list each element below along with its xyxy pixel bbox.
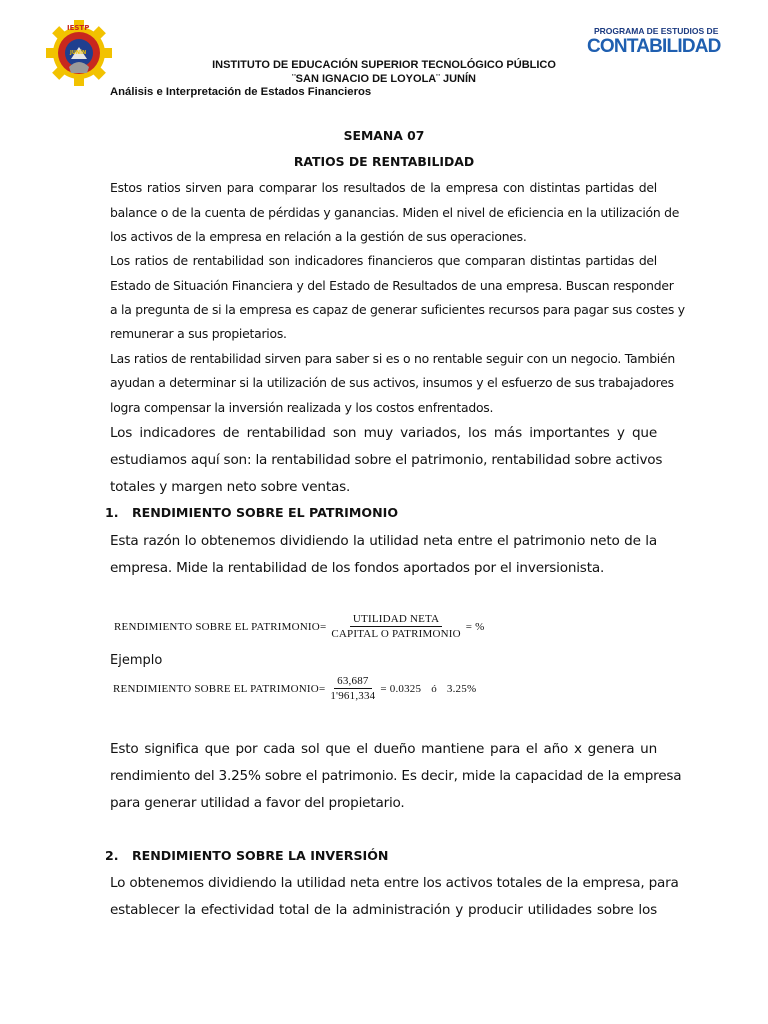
intro-line: balance o de la cuenta de pérdidas y ganancias. Miden el nivel de eficiencia en la utilización de bbox=[110, 205, 680, 220]
roe-example-percent: 3.25% bbox=[446, 682, 477, 695]
section-1-title: RENDIMIENTO SOBRE EL PATRIMONIO bbox=[131, 505, 399, 520]
roe-formula-numerator: UTILIDAD NETA bbox=[350, 613, 442, 627]
program-logo bbox=[584, 24, 724, 64]
roe-example-fraction bbox=[327, 675, 378, 702]
intro-line: ayudan a determinar si la utilización de sus activos, insumos y el esfuerzo de sus trabajadores bbox=[110, 375, 674, 390]
section-2-heading bbox=[105, 848, 388, 863]
intro-line: logra compensar la inversión realizada y los costos enfrentados. bbox=[110, 400, 494, 415]
section-2-title: RENDIMIENTO SOBRE LA INVERSIÓN bbox=[131, 848, 389, 863]
explanation-line: para generar utilidad a favor del propietario. bbox=[110, 795, 405, 811]
roe-formula-denominator: CAPITAL O PATRIMONIO bbox=[331, 628, 461, 640]
explanation-line: Esto significa que por cada sol que el dueño mantiene para el año x genera un bbox=[110, 741, 657, 757]
intro-line: Los ratios de rentabilidad son indicadores financieros que comparan distintas partidas del bbox=[110, 253, 657, 268]
roe-formula bbox=[114, 613, 485, 640]
intro-line: los activos de la empresa en relación a la gestión de sus operaciones. bbox=[110, 229, 527, 244]
indicators-line: estudiamos aquí son: la rentabilidad sobre el patrimonio, rentabilidad sobre activos bbox=[110, 452, 663, 468]
institute-name-line2: ¨SAN IGNACIO DE LOYOLA¨ JUNÍN bbox=[292, 73, 476, 85]
section-1-line: empresa. Mide la rentabilidad de los fondos aportados por el inversionista. bbox=[110, 560, 605, 576]
indicators-line: Los indicadores de rentabilidad son muy variados, los más importantes y que bbox=[110, 425, 657, 441]
roe-example-result: = 0.0325 bbox=[380, 682, 422, 695]
week-title: SEMANA 07 bbox=[343, 128, 425, 143]
institute-name-line1: INSTITUTO DE EDUCACIÓN SUPERIOR TECNOLÓGICO PÚBLICO bbox=[212, 59, 556, 71]
section-1-number: 1. bbox=[105, 505, 119, 520]
iestp-logo-text: IESTP bbox=[67, 24, 90, 32]
section-1-line: Esta razón lo obtenemos dividiendo la utilidad neta entre el patrimonio neto de la bbox=[110, 533, 657, 549]
roe-example-connector: ó bbox=[431, 682, 437, 695]
roe-formula-suffix: = % bbox=[465, 620, 485, 633]
intro-line: Estos ratios sirven para comparar los resultados de la empresa con distintas partidas del bbox=[110, 180, 657, 195]
intro-line: a la pregunta de si la empresa es capaz de generar suficientes recursos para pagar sus costes y bbox=[110, 302, 685, 317]
course-title: Análisis e Interpretación de Estados Financieros bbox=[110, 86, 372, 98]
roe-example-numerator: 63,687 bbox=[334, 675, 371, 689]
section-2-line: establecer la efectividad total de la administración y producir utilidades sobre los bbox=[110, 902, 657, 918]
program-label: PROGRAMA DE ESTUDIOS DE bbox=[594, 26, 719, 36]
program-name: CONTABILIDAD bbox=[587, 36, 721, 57]
roe-formula-label: RENDIMIENTO SOBRE EL PATRIMONIO= bbox=[114, 620, 327, 633]
example-label: Ejemplo bbox=[110, 653, 163, 668]
roe-example-denominator: 1'961,334 bbox=[330, 690, 376, 702]
indicators-line: totales y margen neto sobre ventas. bbox=[110, 479, 351, 495]
intro-line: remunerar a sus propietarios. bbox=[110, 326, 287, 341]
roe-formula-fraction bbox=[328, 613, 463, 640]
iestp-logo-small-text: JUNÍN bbox=[70, 50, 87, 56]
intro-line: Estado de Situación Financiera y del Estado de Resultados de una empresa. Buscan responder bbox=[110, 278, 674, 293]
section-2-number: 2. bbox=[105, 848, 119, 863]
roe-example-label: RENDIMIENTO SOBRE EL PATRIMONIO= bbox=[113, 682, 326, 695]
section-2-line: Lo obtenemos dividiendo la utilidad neta entre los activos totales de la empresa, para bbox=[110, 875, 679, 891]
intro-line: Las ratios de rentabilidad sirven para saber si es o no rentable seguir con un negocio. También bbox=[110, 351, 675, 366]
roe-example bbox=[113, 675, 476, 702]
topic-title: RATIOS DE RENTABILIDAD bbox=[293, 154, 475, 169]
section-1-heading bbox=[105, 505, 398, 520]
explanation-line: rendimiento del 3.25% sobre el patrimonio. Es decir, mide la capacidad de la empresa bbox=[110, 768, 682, 784]
